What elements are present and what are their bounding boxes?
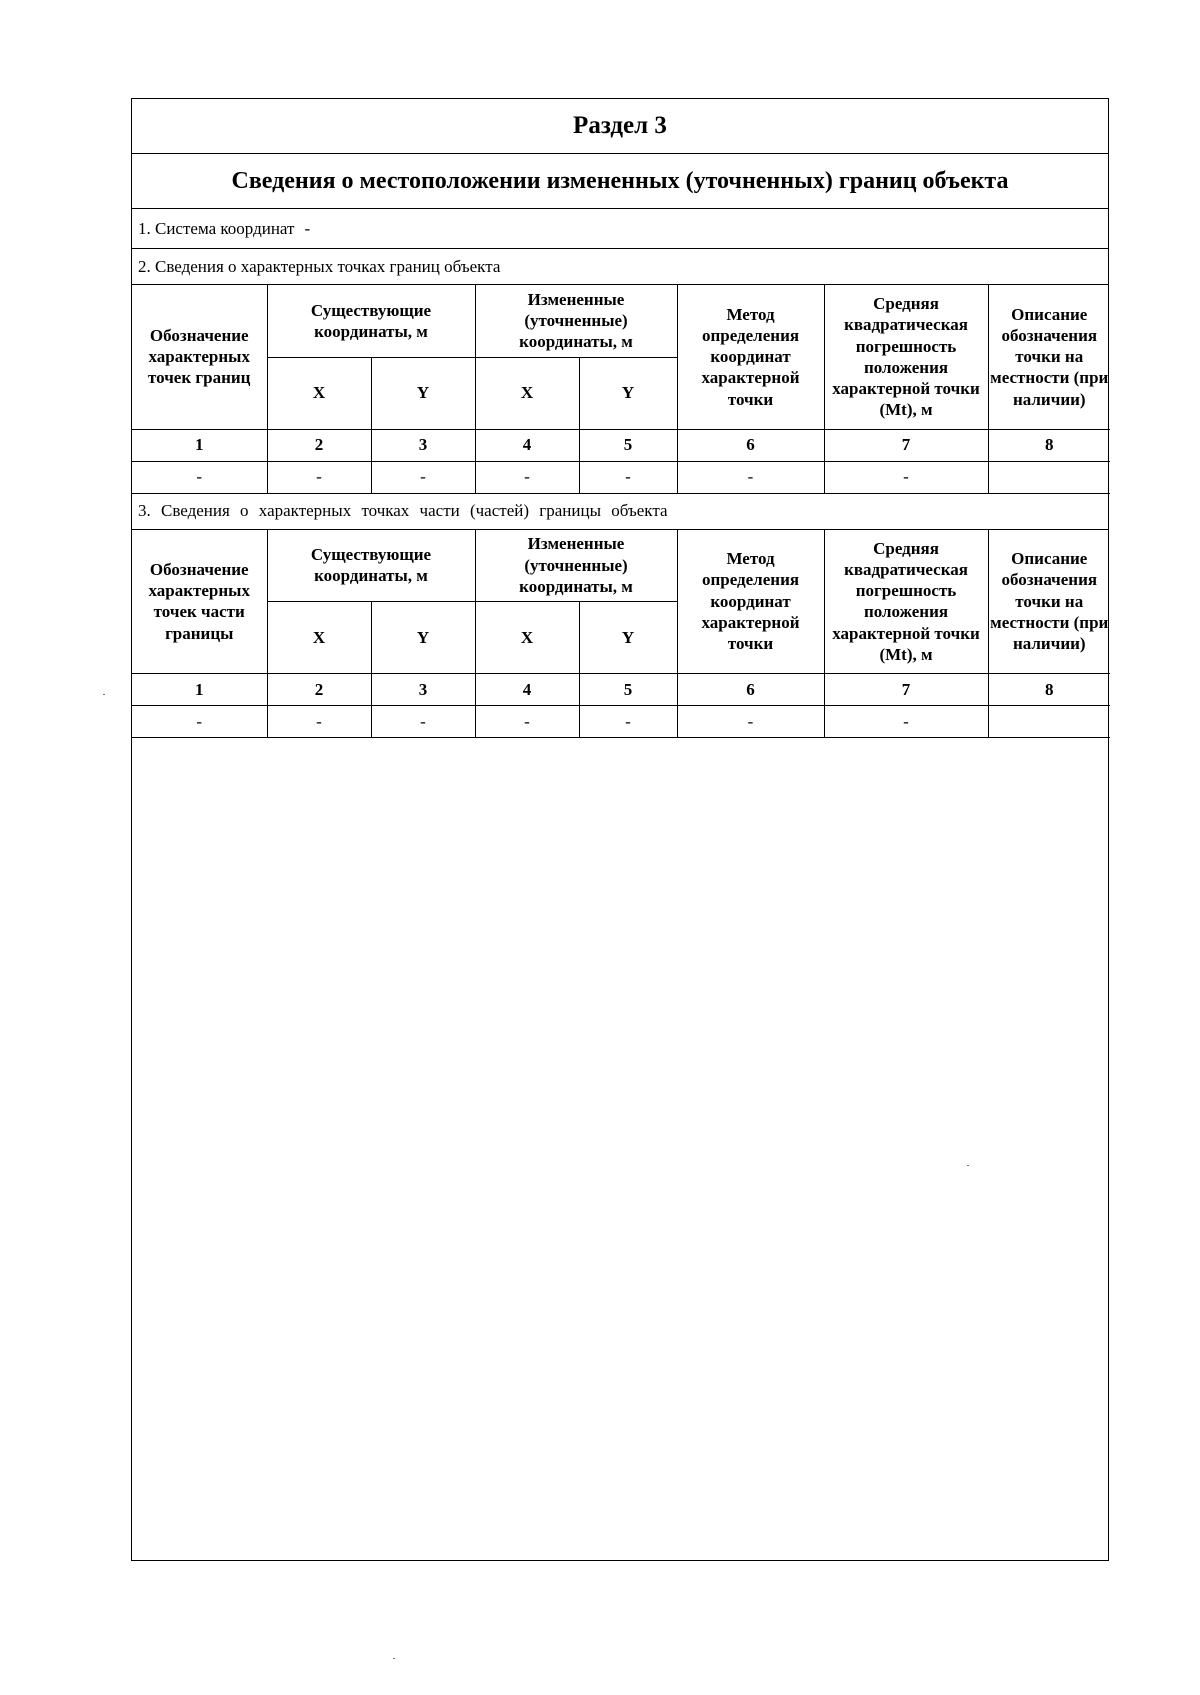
header-point-designation: Обозначение характерных точек части границы — [132, 530, 267, 674]
table-cell: - — [267, 461, 371, 493]
coordinate-system-line — [132, 209, 1108, 249]
header-error: Средняя квадратическая погрешность положения характерной точки (Mt), м — [824, 285, 988, 429]
column-number: 1 — [132, 429, 267, 461]
header-existing-coordinates: Существующие координаты, м — [267, 285, 475, 357]
table-cell: - — [824, 461, 988, 493]
header-existing-y: Y — [371, 357, 475, 429]
column-numbers-row — [132, 674, 1110, 706]
column-number: 3 — [371, 674, 475, 706]
header-method: Метод определения координат характерной точки — [677, 285, 824, 429]
section-subtitle: Сведения о местоположении измененных (уточненных) границ объекта — [132, 154, 1108, 209]
part-boundary-points-table — [132, 530, 1110, 739]
header-changed-y: Y — [579, 602, 677, 674]
document-frame — [131, 98, 1109, 1561]
header-changed-coordinates: Измененные (уточненные) координаты, м — [475, 530, 677, 602]
table-cell: - — [371, 706, 475, 738]
column-number: 5 — [579, 429, 677, 461]
boundary-points-table — [132, 285, 1110, 494]
table-cell: - — [579, 461, 677, 493]
header-description: Описание обозначения точки на местности (при наличии) — [988, 285, 1110, 429]
column-number: 2 — [267, 429, 371, 461]
scan-speck — [103, 694, 105, 695]
table-cell: - — [132, 706, 267, 738]
header-changed-coordinates: Измененные (уточненные) координаты, м — [475, 285, 677, 357]
header-existing-y: Y — [371, 602, 475, 674]
table-cell — [988, 461, 1110, 493]
section-title: Раздел 3 — [132, 99, 1108, 154]
table-cell: - — [824, 706, 988, 738]
column-number: 4 — [475, 674, 579, 706]
coordinate-system-label: 1. Система координат — [138, 218, 295, 238]
table-cell: - — [579, 706, 677, 738]
table-cell: - — [677, 706, 824, 738]
table-cell — [988, 706, 1110, 738]
table-cell: - — [475, 706, 579, 738]
header-existing-x: X — [267, 602, 371, 674]
header-existing-x: X — [267, 357, 371, 429]
header-error: Средняя квадратическая погрешность положения характерной точки (Mt), м — [824, 530, 988, 674]
table-row — [132, 461, 1110, 493]
column-numbers-row — [132, 429, 1110, 461]
column-number: 6 — [677, 674, 824, 706]
table2-caption: 3. Сведения о характерных точках части (частей) границы объекта — [132, 494, 1108, 530]
column-number: 7 — [824, 674, 988, 706]
column-number: 7 — [824, 429, 988, 461]
header-method: Метод определения координат характерной точки — [677, 530, 824, 674]
header-description: Описание обозначения точки на местности (при наличии) — [988, 530, 1110, 674]
column-number: 6 — [677, 429, 824, 461]
column-number: 4 — [475, 429, 579, 461]
table-cell: - — [132, 461, 267, 493]
header-changed-y: Y — [579, 357, 677, 429]
table1-caption: 2. Сведения о характерных точках границ объекта — [132, 249, 1108, 285]
table-cell: - — [371, 461, 475, 493]
header-changed-x: X — [475, 602, 579, 674]
header-existing-coordinates: Существующие координаты, м — [267, 530, 475, 602]
coordinate-system-value: - — [304, 218, 311, 238]
table-cell: - — [677, 461, 824, 493]
column-number: 3 — [371, 429, 475, 461]
header-changed-x: X — [475, 357, 579, 429]
scan-speck — [967, 1165, 969, 1166]
table-cell: - — [475, 461, 579, 493]
column-number: 8 — [988, 429, 1110, 461]
column-number: 5 — [579, 674, 677, 706]
column-number: 2 — [267, 674, 371, 706]
column-number: 1 — [132, 674, 267, 706]
scan-speck — [393, 1658, 395, 1659]
table-cell: - — [267, 706, 371, 738]
column-number: 8 — [988, 674, 1110, 706]
table-row — [132, 706, 1110, 738]
header-point-designation: Обозначение характерных точек границ — [132, 285, 267, 429]
